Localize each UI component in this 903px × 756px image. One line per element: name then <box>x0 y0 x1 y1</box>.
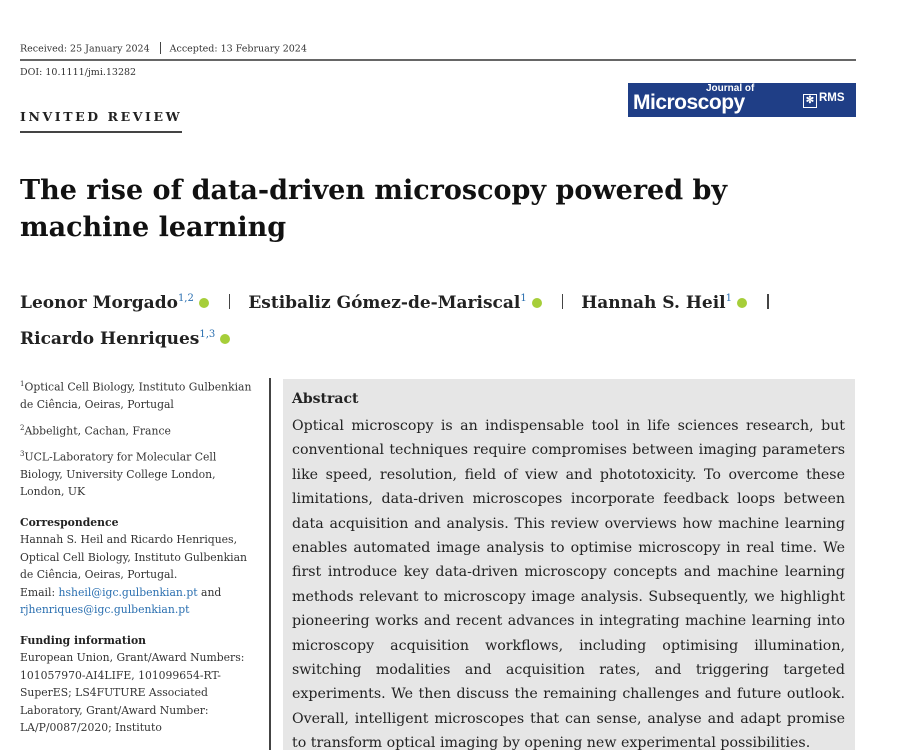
society-logo <box>803 92 845 108</box>
funding-text: European Union, Grant/Award Numbers: 101057970-AI4LIFE, 101099654-RT-SuperES; LS4FUTURE Associated Laboratory, Grant/Award Number: LA/P/0087/2020; Instituto <box>20 651 245 735</box>
funding-heading: Funding information <box>20 633 147 647</box>
society-name: RMS <box>819 92 845 104</box>
journal-name: Microscopy <box>633 91 745 114</box>
author-affiliation-marker[interactable]: 1 <box>725 293 732 304</box>
accepted-date: Accepted: 13 February 2024 <box>169 43 307 55</box>
orcid-icon[interactable] <box>220 334 230 344</box>
affiliation-number: 1 <box>20 380 25 388</box>
abstract-heading: Abstract <box>292 391 359 407</box>
doi[interactable]: DOI: 10.1111/jmi.13282 <box>20 67 137 78</box>
affiliation-text: Abbelight, Cachan, France <box>24 424 171 438</box>
publication-dates <box>20 43 307 55</box>
author-affiliation-marker[interactable]: 1,3 <box>199 329 216 340</box>
orcid-icon[interactable] <box>532 298 542 308</box>
affiliation <box>20 446 260 501</box>
author[interactable] <box>20 293 209 313</box>
affiliation <box>20 420 260 440</box>
author-separator <box>229 294 231 309</box>
author-separator <box>562 294 564 309</box>
author-affiliation-marker[interactable]: 1 <box>520 293 527 304</box>
received-date: Received: 25 January 2024 <box>20 43 150 55</box>
article-type-underline <box>20 131 182 133</box>
orcid-icon[interactable] <box>199 298 209 308</box>
author[interactable] <box>20 329 230 349</box>
correspondence-heading: Correspondence <box>20 515 119 529</box>
email-link[interactable]: hsheil@igc.gulbenkian.pt <box>58 585 198 599</box>
orcid-icon[interactable] <box>737 298 747 308</box>
author-affiliation-marker[interactable]: 1,2 <box>177 293 194 304</box>
column-divider <box>269 378 271 750</box>
email-label: Email: <box>20 585 56 599</box>
journal-logo[interactable] <box>628 83 856 117</box>
author-name: Estibaliz Gómez-de-Mariscal <box>248 293 521 313</box>
author[interactable] <box>248 293 541 313</box>
date-separator <box>160 42 161 54</box>
email-link[interactable]: rjhenriques@igc.gulbenkian.pt <box>20 603 190 617</box>
affiliation-number: 2 <box>20 423 25 432</box>
sidebar-info <box>20 376 260 737</box>
author[interactable] <box>581 293 747 313</box>
abstract-box <box>283 379 855 750</box>
rms-icon: ✻ <box>803 94 817 108</box>
correspondence-body: Hannah S. Heil and Ricardo Henriques, Optical Cell Biology, Instituto Gulbenkian de Ciência, Oeiras, Portugal. <box>20 533 247 582</box>
author-list <box>20 283 860 355</box>
journal-of-text: Journal of <box>706 83 755 94</box>
author-name: Leonor Morgado <box>20 293 178 313</box>
paper-title: The rise of data-driven microscopy powered by machine learning <box>20 175 728 243</box>
affiliation <box>20 376 260 414</box>
affiliation-text: Optical Cell Biology, Instituto Gulbenkian de Ciência, Oeiras, Portugal <box>20 380 252 412</box>
author-separator <box>767 294 769 309</box>
header-rule <box>20 59 856 61</box>
correspondence-text <box>20 531 260 619</box>
article-type: INVITED REVIEW <box>20 109 183 124</box>
affiliation-text: UCL-Laboratory for Molecular Cell Biology, University College London, London, UK <box>20 450 217 499</box>
author-name: Hannah S. Heil <box>581 293 726 313</box>
abstract-text: Optical microscopy is an indispensable tool in life sciences research, but conventional techniques require compromises between imaging parameters like speed, resolution, field of view and phototoxicity. To overcome these limitations, data-driven microscopes incorporate feedback loops between data acquisition and analysis. This review overviews how machine learning enables automated image analysis to optimise microscopy in real time. We first introduce key data-driven microscopy concepts and machine learning methods relevant to microscopy image analysis. Subsequently, we highlight pioneering works and recent advances in integrating machine learning into microscopy acquisition workflows, including optimising illumination, switching modalities and acquisition rates, and triggering targeted experiments. We then discuss the remaining challenges and future outlook. Overall, intelligent microscopes that can sense, analyse and adapt promise to transform optical imaging by opening new experimental possibilities. <box>292 418 845 752</box>
affiliation-number: 3 <box>20 449 25 458</box>
author-name: Ricardo Henriques <box>20 329 200 349</box>
email-conjunction: and <box>201 585 222 599</box>
